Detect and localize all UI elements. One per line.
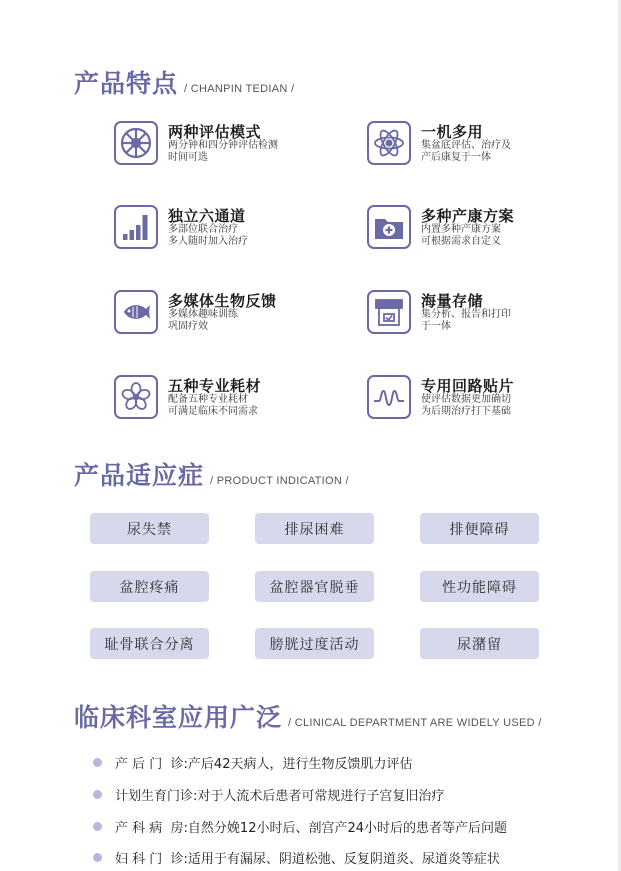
feature-desc-line: 多部位联合治疗 — [168, 224, 238, 235]
features-title-zh: 产品特点 — [74, 69, 179, 98]
indication-tag: 耻骨联合分离 — [90, 628, 209, 659]
feature-title: 一机多用 — [421, 123, 484, 141]
feature-desc-line: 产后康复于一体 — [421, 151, 491, 163]
indication-tag: 尿失禁 — [90, 513, 209, 544]
printer-icon — [367, 290, 411, 334]
feature-title: 两种评估模式 — [168, 123, 262, 141]
indication-tag: 盆腔疼痛 — [90, 571, 209, 602]
feature-desc — [421, 140, 511, 163]
feature-desc-line: 可满足临床不同需求 — [168, 405, 258, 417]
feature-desc-line: 集盆底评估、治疗及 — [421, 140, 511, 151]
feature-desc-line: 为后期治疗打下基础 — [421, 405, 511, 417]
indication-tag: 排尿困难 — [255, 513, 374, 544]
wave-icon — [367, 375, 411, 419]
feature-desc-line: 时间可选 — [168, 151, 208, 163]
department-list-item — [93, 847, 500, 867]
feature-item — [114, 205, 354, 255]
department-list-item — [93, 816, 507, 836]
feature-item — [114, 375, 354, 425]
indication-tag: 膀胱过度活动 — [255, 628, 374, 659]
feature-desc — [421, 224, 501, 247]
bullet-dot-icon — [93, 758, 102, 767]
department-name: 产 科 病 房: — [115, 820, 188, 836]
feature-item — [367, 290, 607, 340]
department-desc: 对于人流术后患者可常规进行子宫复旧治疗 — [197, 788, 445, 804]
indication-tag: 尿潴留 — [420, 628, 539, 659]
feature-title: 多种产康方案 — [421, 207, 515, 225]
indication-tag: 排便障碍 — [420, 513, 539, 544]
feature-desc — [168, 394, 258, 417]
atom-icon — [367, 121, 411, 165]
department-desc: 产后42天病人，进行生物反馈肌力评估 — [187, 756, 413, 772]
feature-desc-line: 集分析、报告和打印 — [421, 309, 511, 320]
indications-section-title — [74, 456, 349, 492]
feature-item — [367, 205, 607, 255]
department-list-item — [93, 752, 412, 772]
bullet-dot-icon — [93, 853, 102, 862]
wheel-icon — [114, 121, 158, 165]
departments-title-en: / CLINICAL DEPARTMENT ARE WIDELY USED / — [288, 717, 542, 729]
bullet-dot-icon — [93, 822, 102, 831]
feature-item — [114, 290, 354, 340]
features-section-title — [74, 64, 294, 100]
fish-icon — [114, 290, 158, 334]
department-desc: 适用于有漏尿、阴道松弛、反复阴道炎、尿道炎等症状 — [187, 851, 500, 867]
indication-tag: 性功能障碍 — [420, 571, 539, 602]
department-name: 计划生育门诊: — [115, 788, 198, 804]
feature-item — [367, 375, 607, 425]
bar-signal-icon — [114, 205, 158, 249]
folder-add-icon — [367, 205, 411, 249]
feature-desc — [168, 224, 248, 247]
departments-title-zh: 临床科室应用广泛 — [74, 703, 283, 732]
feature-desc-line: 两分钟和四分钟评估检测 — [168, 140, 278, 151]
indications-title-zh: 产品适应症 — [74, 461, 205, 490]
departments-section-title — [74, 698, 542, 734]
indications-title-en: / PRODUCT INDICATION / — [210, 475, 349, 487]
feature-title: 多媒体生物反馈 — [168, 292, 277, 310]
department-list-item — [93, 784, 444, 804]
features-title-en: / CHANPIN TEDIAN / — [184, 83, 295, 95]
feature-desc — [421, 309, 511, 332]
feature-desc-line: 可根据需求自定义 — [421, 235, 501, 247]
department-name: 产 后 门 诊: — [115, 756, 188, 772]
feature-desc-line: 多媒体趣味训练 — [168, 309, 238, 320]
feature-desc-line: 多人随时加入治疗 — [168, 235, 248, 247]
feature-desc — [168, 140, 278, 163]
feature-title: 五种专业耗材 — [168, 377, 262, 395]
feature-desc — [421, 394, 511, 417]
feature-desc-line: 于一体 — [421, 320, 451, 332]
feature-desc-line: 巩固疗效 — [168, 320, 208, 332]
feature-title: 海量存储 — [421, 292, 484, 310]
feature-desc-line: 使评估数据更加确切 — [421, 394, 511, 405]
feature-title: 专用回路贴片 — [421, 377, 515, 395]
feature-title: 独立六通道 — [168, 207, 246, 225]
bullet-dot-icon — [93, 790, 102, 799]
feature-item — [114, 121, 354, 171]
feature-desc-line: 内置多种产康方案 — [421, 224, 501, 235]
feature-desc — [168, 309, 238, 332]
flower-icon — [114, 375, 158, 419]
feature-item — [367, 121, 607, 171]
feature-desc-line: 配备五种专业耗材 — [168, 394, 248, 405]
indication-tag: 盆腔器官脱垂 — [255, 571, 374, 602]
department-name: 妇 科 门 诊: — [115, 851, 188, 867]
department-desc: 自然分娩12小时后、剖宫产24小时后的患者等产后问题 — [187, 820, 508, 836]
